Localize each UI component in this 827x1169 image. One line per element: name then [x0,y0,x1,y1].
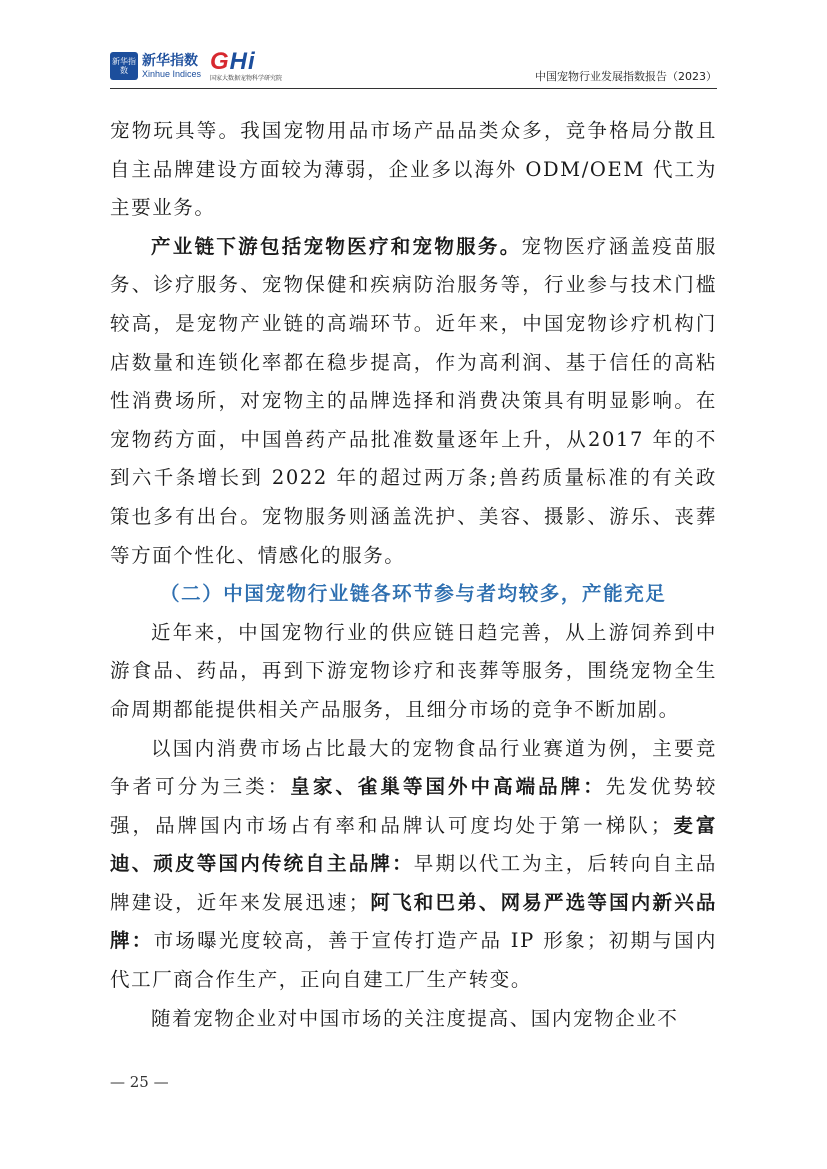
paragraph-2-lead: 产业链下游包括宠物医疗和宠物服务。 [151,234,522,258]
ghi-logo-subtitle: 国家大数据宠物科学研究院 [210,75,283,82]
xinhua-logo-en: Xinhue Indices [142,69,202,79]
ghi-logo [210,50,282,82]
xinhua-logo-cn: 新华指数 [142,53,198,69]
paragraph-4-brand-group-1: 皇家、雀巢等国外中高端品牌： [290,775,606,799]
page-number: — 25 — [110,1073,169,1091]
paragraph-1: 宠物玩具等。我国宠物用品市场产品品类众多，竞争格局分散且自主品牌建设方面较为薄弱，企业多以海外 ODM/OEM 代工为主要业务。 [110,119,717,220]
ghi-letter-i: i [248,48,256,75]
paragraph-5: 随着宠物企业对中国市场的关注度提高、国内宠物企业不 [151,1006,679,1030]
report-title: 中国宠物行业发展指数报告（2023） [535,70,717,83]
header-divider [110,88,717,89]
paragraph-4 [110,730,717,1000]
paragraph-4-intro: 以国内消费市场占比最大的宠物食品行业赛道为例，主要竞争者可分为三类： [110,736,717,799]
paragraph-4-brand-group-2: 麦富迪、顽皮等国内传统自主品牌： [110,813,717,876]
paragraph-2-text: 宠物医疗涵盖疫苗服务、诊疗服务、宠物保健和疾病防治服务等，行业参与技术门槛较高，是宠物产业链的高端环节。近年来，中国宠物诊疗机构门店数量和连锁化率都在稳步提高，作为高利润、基于信任的高粘性消费场所，对宠物主的品牌选择和消费决策具有明显影响。在宠物药方面，中国兽药产品批准数量逐年上升，从2017 年的不到六千条增长到 2022 年的超过两万条;兽药质量标准的有关政策也多有出台。宠物服务则涵盖洗护、美容、摄影、游乐、丧葬等方面个性化、情感化的服务。 [110,234,717,567]
section-heading: （二）中国宠物行业链各环节参与者均较多，产能充足 [160,582,667,606]
paragraph-4-brand-group-3: 阿飞和巴弟、网易严选等国内新兴品牌： [110,890,717,953]
ghi-letter-h: H [229,48,249,75]
paragraph-3: 近年来，中国宠物行业的供应链日趋完善，从上游饲养到中游食品、药品，再到下游宠物诊疗和丧葬等服务，围绕宠物全生命周期都能提供相关产品服务，且细分市场的竞争不断加剧。 [110,620,717,721]
page-body [110,112,717,1038]
paragraph-4-text-2: 早期以代工为主，后转向自主品牌建设，近年来发展迅速； [110,852,717,914]
ghi-letter-g: G [210,48,230,75]
paragraph-2 [110,228,717,575]
paragraph-4-text-3: 市场曝光度较高，善于宣传打造产品 IP 形象；初期与国内代工厂商合作生产，正向自建工厂生产转变。 [110,929,717,992]
page-header [110,44,717,90]
xinhua-logo-icon: 新华指数 [110,52,138,80]
xinhua-indices-logo [110,52,201,80]
paragraph-4-text-1: 先发优势较强，品牌国内市场占有率和品牌认可度均处于第一梯队； [110,775,717,837]
